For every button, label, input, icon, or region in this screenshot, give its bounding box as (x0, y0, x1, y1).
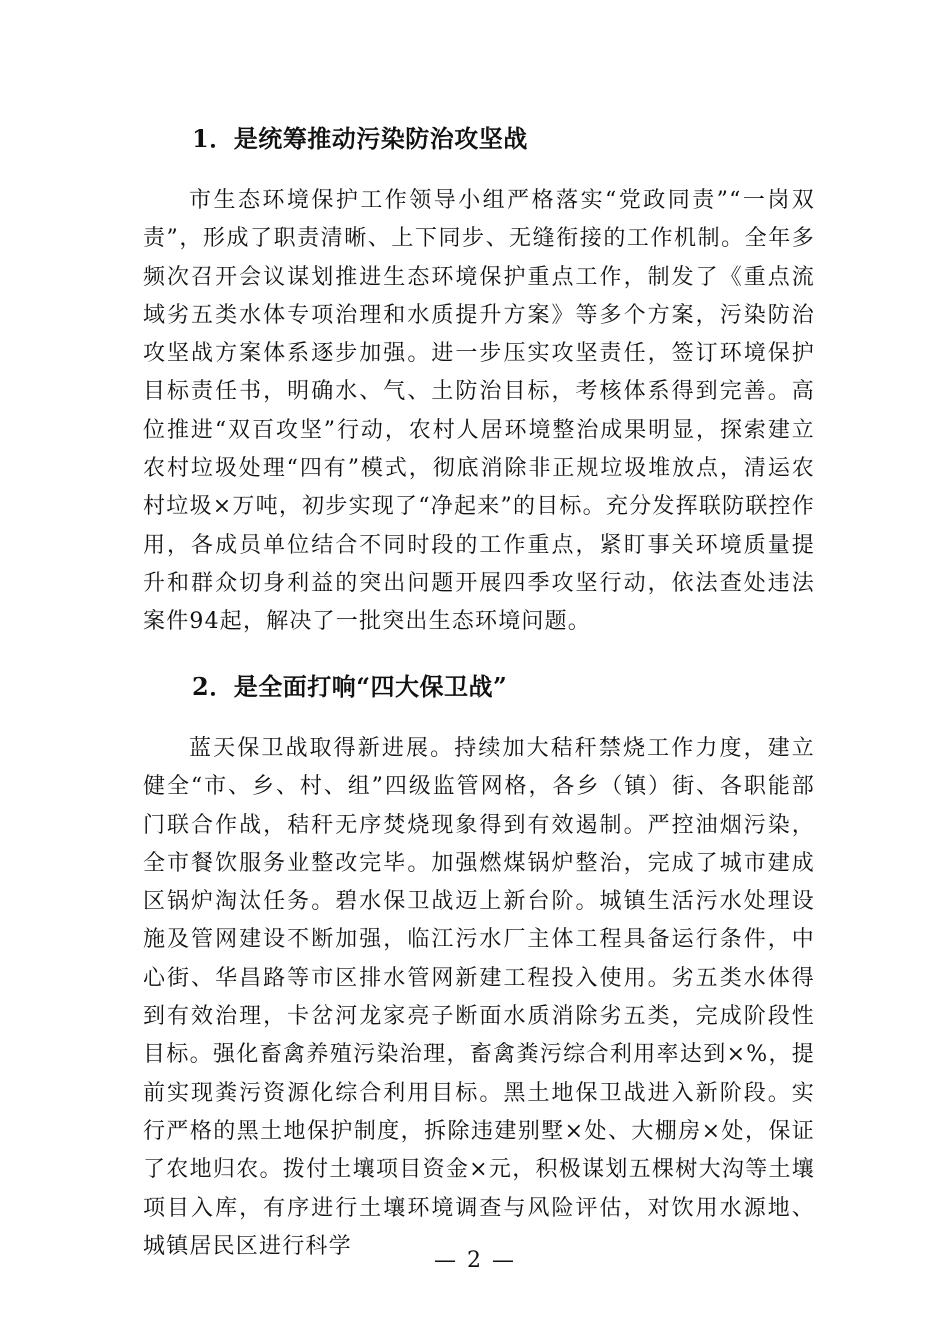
section-2-paragraph: 蓝天保卫战取得新进展。持续加大秸秆禁烧工作力度，建立健全“市、乡、村、组”四级监管网格，各乡（镇）街、各职能部门联合作战，秸秆无序焚烧现象得到有效遏制。严控油烟污染，全市餐饮服务业整改完毕。加强燃煤锅炉整治，完成了城市建成区锅炉淘汰任务。碧水保卫战迈上新台阶。城镇生活污水处理设施及管网建设不断加强，临江污水厂主体工程具备运行条件，中心街、华昌路等市区排水管网新建工程投入使用。劣五类水体得到有效治理，卡岔河龙家亮子断面水质消除劣五类，完成阶段性目标。强化畜禽养殖污染治理，畜禽粪污综合利用率达到×%，提前实现粪污资源化综合利用目标。黑土地保卫战进入新阶段。实行严格的黑土地保护制度，拆除违建别墅×处、大棚房×处，保证了农地归农。拨付土壤项目资金×元，积极谋划五棵树大沟等土壤项目入库，有序进行土壤环境调查与风险评估，对饮用水源地、城镇居民区进行科学 (143, 736, 815, 1259)
page-number: — 2 — (434, 1248, 516, 1273)
section-2-heading: 2．是全面打响“四大保卫战” (192, 672, 508, 701)
section-1-heading: 1．是统筹推动污染防治攻坚战 (192, 124, 528, 153)
section-1-paragraph: 市生态环境保护工作领导小组严格落实“党政同责”“一岗双责”，形成了职责清晰、上下同步、无缝衔接的工作机制。全年多频次召开会议谋划推进生态环境保护重点工作，制发了《重点流域劣五类水体专项治理和水质提升方案》等多个方案，污染防治攻坚战方案体系逐步加强。进一步压实攻坚责任，签订环境保护目标责任书，明确水、气、土防治目标，考核体系得到完善。高位推进“双百攻坚”行动，农村人居环境整治成果明显，探索建立农村垃圾处理“四有”模式，彻底消除非正规垃圾堆放点，清运农村垃圾×万吨，初步实现了“净起来”的目标。充分发挥联防联控作用，各成员单位结合不同时段的工作重点，紧盯事关环境质量提升和群众切身利益的突出问题开展四季攻坚行动，依法查处违法案件94起，解决了一批突出生态环境问题。 (143, 188, 815, 635)
